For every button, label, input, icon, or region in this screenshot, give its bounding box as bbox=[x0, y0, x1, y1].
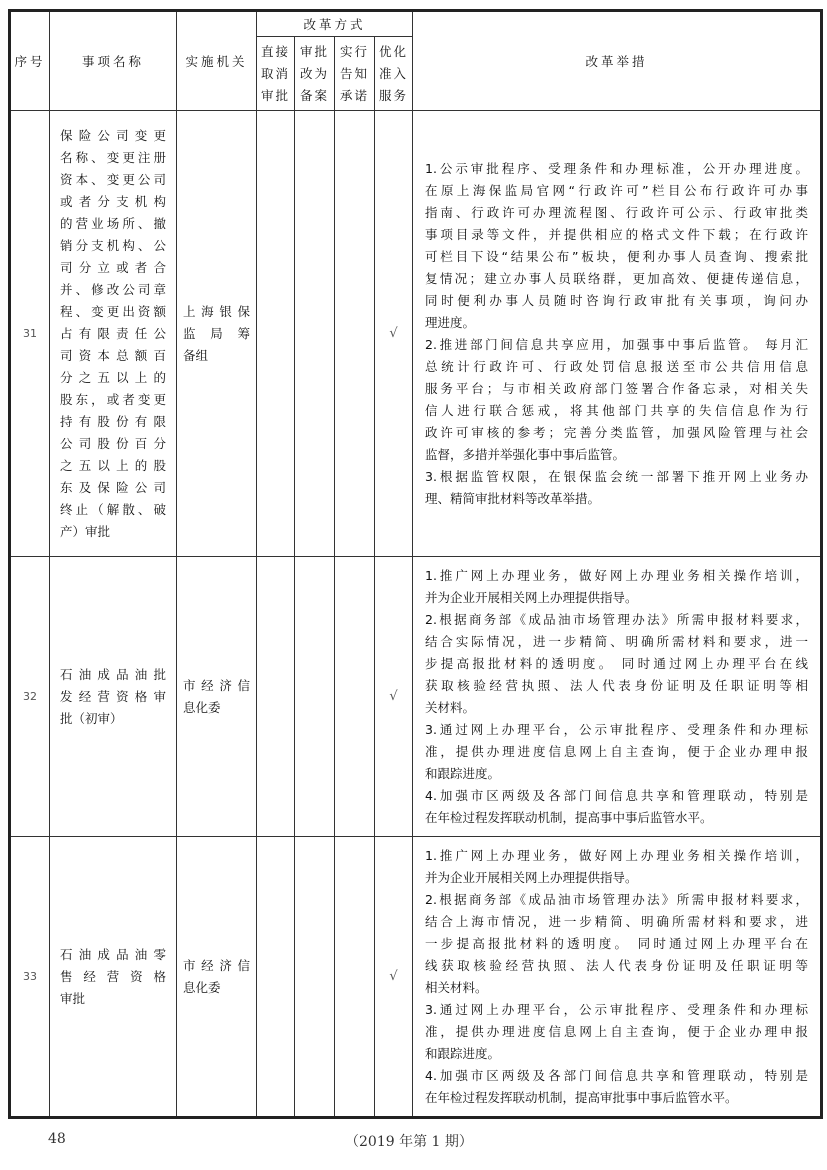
header-agency: 实施机关 bbox=[177, 11, 257, 111]
text-line: 3.根据监管权限，在银保监会统一部署下推开网上业务办 bbox=[425, 468, 808, 484]
text-line: 服务平台；与市相关政府部门签署合作备忘录，对相关失 bbox=[425, 380, 808, 396]
agency_lines-text bbox=[183, 955, 250, 999]
text-line: 终止（解散、破 bbox=[60, 501, 166, 517]
mode-cell-empty bbox=[257, 111, 295, 557]
text-line: 总统计行政许可、行政处罚信息报送至市公共信用信息 bbox=[425, 358, 808, 374]
measures-cell bbox=[413, 111, 822, 557]
text-line: 息化委 bbox=[183, 979, 221, 995]
text-line: 监督，多措并举强化事中事后监管。 bbox=[425, 446, 626, 462]
text-line: 公司股份百分 bbox=[60, 435, 166, 451]
text-line: 或者分支机构 bbox=[60, 193, 166, 209]
header-mode-direct-cancel bbox=[257, 37, 295, 111]
text-line: 石油成品油零 bbox=[60, 946, 166, 962]
text-line: 1.推广网上办理业务，做好网上办理业务相关操作培训， bbox=[425, 847, 808, 863]
checkmark-icon: √ bbox=[375, 557, 413, 837]
mode-cell-empty bbox=[295, 557, 335, 837]
row-number: 32 bbox=[10, 557, 50, 837]
text-line: 同时便利办事人员随时咨询行政审批有关事项，询问办 bbox=[425, 292, 808, 308]
text-line: 复情况；建立办事人员联络群，更加高效、便捷传递信息， bbox=[425, 270, 808, 286]
text-line: 并、修改公司章 bbox=[60, 281, 166, 297]
header-mode-line: 备案 bbox=[299, 87, 329, 103]
text-line: 备组 bbox=[183, 347, 209, 363]
header-mode-line: 直接 bbox=[260, 43, 290, 59]
text-line: 2.根据商务部《成品油市场管理办法》所需申报材料要求， bbox=[425, 611, 808, 627]
agency-cell bbox=[177, 111, 257, 557]
text-line: 获取核验经营执照、法人代表身份证明及任职证明等相 bbox=[425, 677, 808, 693]
item-name-cell bbox=[50, 557, 177, 837]
header-mode-line: 取消 bbox=[260, 65, 290, 81]
text-line: 2.推进部门间信息共享应用，加强事中事后监管。 每月汇 bbox=[425, 336, 808, 352]
text-line: 占有限责任公 bbox=[60, 325, 166, 341]
text-line: 销分支机构、公 bbox=[60, 237, 166, 253]
text-line: 监 局 筹 bbox=[183, 325, 250, 341]
text-line: 在年检过程发挥联动机制，提高事中事后监管水平。 bbox=[425, 809, 713, 825]
text-line: 关材料。 bbox=[425, 699, 476, 715]
text-line: 结合上海市情况，进一步精简、明确所需材料和要求，进 bbox=[425, 913, 808, 929]
text-line: 理、精简审批材料等改革举措。 bbox=[425, 490, 601, 506]
row-number: 33 bbox=[10, 837, 50, 1118]
measure_lines-text bbox=[425, 845, 808, 1109]
text-line: 名称、变更注册 bbox=[60, 149, 166, 165]
text-line: 结合实际情况，进一步精简、明确所需材料和要求，进一 bbox=[425, 633, 808, 649]
issue-label: （2019 年第 1 期） bbox=[345, 1134, 473, 1150]
text-line: 批（初审） bbox=[60, 710, 123, 726]
header-mode-line: 告知 bbox=[339, 65, 369, 81]
text-line: 和跟踪进度。 bbox=[425, 1045, 501, 1061]
mode-cell-empty bbox=[335, 557, 375, 837]
text-line: 事项目录等文件，并提供相应的格式文件下载；在行政许 bbox=[425, 226, 808, 242]
measure_lines-text bbox=[425, 158, 808, 510]
header-mode-line: 准入 bbox=[378, 65, 408, 81]
text-line: 3.通过网上办理平台，公示审批程序、受理条件和办理标 bbox=[425, 721, 808, 737]
mode-cell-empty bbox=[257, 837, 295, 1118]
text-line: 信人进行联合惩戒，将其他部门共享的失信信息作为行 bbox=[425, 402, 808, 418]
text-line: 程、变更出资额 bbox=[60, 303, 166, 319]
measure_lines-text bbox=[425, 565, 808, 829]
text-line: 3.通过网上办理平台，公示审批程序、受理条件和办理标 bbox=[425, 1001, 808, 1017]
table-row bbox=[10, 557, 822, 837]
text-line: 可栏目下设“结果公布”板块，便利办事人员查询、搜索批 bbox=[425, 248, 808, 264]
checkmark-icon: √ bbox=[375, 111, 413, 557]
text-line: 售经营资格 bbox=[60, 968, 166, 984]
text-line: 和跟踪进度。 bbox=[425, 765, 501, 781]
table-row bbox=[10, 111, 822, 557]
text-line: 步提高报批材料的透明度。 同时通过网上办理平台在线 bbox=[425, 655, 808, 671]
header-mode-line: 承诺 bbox=[339, 87, 369, 103]
reform-table bbox=[8, 9, 823, 1119]
text-line: 4.加强市区两级及各部门间信息共享和管理联动，特别是 bbox=[425, 1067, 808, 1083]
text-line: 相关材料。 bbox=[425, 979, 488, 995]
text-line: 股东，或者变更 bbox=[60, 391, 166, 407]
header-mode-approval-to-filing bbox=[295, 37, 335, 111]
text-line: 持有股份有限 bbox=[60, 413, 166, 429]
agency-cell bbox=[177, 557, 257, 837]
text-line: 市经济信 bbox=[183, 957, 250, 973]
text-line: 并为企业开展相关网上办理提供指导。 bbox=[425, 869, 638, 885]
mode-cell-empty bbox=[295, 111, 335, 557]
text-line: 理进度。 bbox=[425, 314, 476, 330]
text-line: 上海银保 bbox=[183, 303, 250, 319]
text-line: 东及保险公司 bbox=[60, 479, 166, 495]
page-number: 48 bbox=[48, 1131, 66, 1147]
header-reform-mode: 改革方式 bbox=[257, 11, 413, 37]
header-mode-notify-commit bbox=[335, 37, 375, 111]
row-number: 31 bbox=[10, 111, 50, 557]
text-line: 审批 bbox=[60, 990, 86, 1006]
header-seq: 序号 bbox=[10, 11, 50, 111]
mode-cell-empty bbox=[257, 557, 295, 837]
header-item-name: 事项名称 bbox=[50, 11, 177, 111]
text-line: 在原上海保监局官网“行政许可”栏目公布行政许可办事 bbox=[425, 182, 808, 198]
text-line: 4.加强市区两级及各部门间信息共享和管理联动，特别是 bbox=[425, 787, 808, 803]
header-mode-line: 服务 bbox=[378, 87, 408, 103]
header-measures: 改革举措 bbox=[413, 11, 822, 111]
header-mode-line: 审批 bbox=[299, 43, 329, 59]
agency-cell bbox=[177, 837, 257, 1118]
text-line: 之五以上的股 bbox=[60, 457, 166, 473]
text-line: 指南、行政许可办理流程图、行政许可公示、行政审批类 bbox=[425, 204, 808, 220]
header-mode-line: 优化 bbox=[378, 43, 408, 59]
header-mode-line: 审批 bbox=[260, 87, 290, 103]
text-line: 1.推广网上办理业务，做好网上办理业务相关操作培训， bbox=[425, 567, 808, 583]
measures-cell bbox=[413, 837, 822, 1118]
agency_lines-text bbox=[183, 675, 250, 719]
name_lines-text bbox=[60, 664, 166, 730]
name_lines-text bbox=[60, 944, 166, 1010]
text-line: 产）审批 bbox=[60, 523, 111, 539]
text-line: 2.根据商务部《成品油市场管理办法》所需申报材料要求， bbox=[425, 891, 808, 907]
text-line: 并为企业开展相关网上办理提供指导。 bbox=[425, 589, 638, 605]
header-mode-line: 改为 bbox=[299, 65, 329, 81]
text-line: 线获取核验经营执照、法人代表身份证明及任职证明等 bbox=[425, 957, 808, 973]
text-line: 分之五以上的 bbox=[60, 369, 166, 385]
item-name-cell bbox=[50, 837, 177, 1118]
agency_lines-text bbox=[183, 301, 250, 367]
item-name-cell bbox=[50, 111, 177, 557]
text-line: 司资本总额百 bbox=[60, 347, 166, 363]
text-line: 发经营资格审 bbox=[60, 688, 166, 704]
mode-cell-empty bbox=[335, 111, 375, 557]
text-line: 息化委 bbox=[183, 699, 221, 715]
text-line: 1.公示审批程序、受理条件和办理标准，公开办理进度。 bbox=[425, 160, 808, 176]
text-line: 市经济信 bbox=[183, 677, 250, 693]
text-line: 的营业场所、撤 bbox=[60, 215, 166, 231]
text-line: 资本、变更公司 bbox=[60, 171, 166, 187]
text-line: 司分立或者合 bbox=[60, 259, 166, 275]
text-line: 保险公司变更 bbox=[60, 127, 166, 143]
text-line: 准，提供办理进度信息网上自主查询，便于企业办理申报 bbox=[425, 1023, 808, 1039]
mode-cell-empty bbox=[335, 837, 375, 1118]
checkmark-icon: √ bbox=[375, 837, 413, 1118]
text-line: 石油成品油批 bbox=[60, 666, 166, 682]
text-line: 准，提供办理进度信息网上自主查询，便于企业办理申报 bbox=[425, 743, 808, 759]
measures-cell bbox=[413, 557, 822, 837]
mode-cell-empty bbox=[295, 837, 335, 1118]
header-mode-line: 实行 bbox=[339, 43, 369, 59]
name_lines-text bbox=[60, 125, 166, 543]
header-mode-optimize-access bbox=[375, 37, 413, 111]
table-row bbox=[10, 837, 822, 1118]
text-line: 在年检过程发挥联动机制，提高审批事中事后监管水平。 bbox=[425, 1089, 738, 1105]
text-line: 政许可审核的参考；完善分类监管，加强风险管理与社会 bbox=[425, 424, 808, 440]
text-line: 一步提高报批材料的透明度。 同时通过网上办理平台在 bbox=[425, 935, 808, 951]
